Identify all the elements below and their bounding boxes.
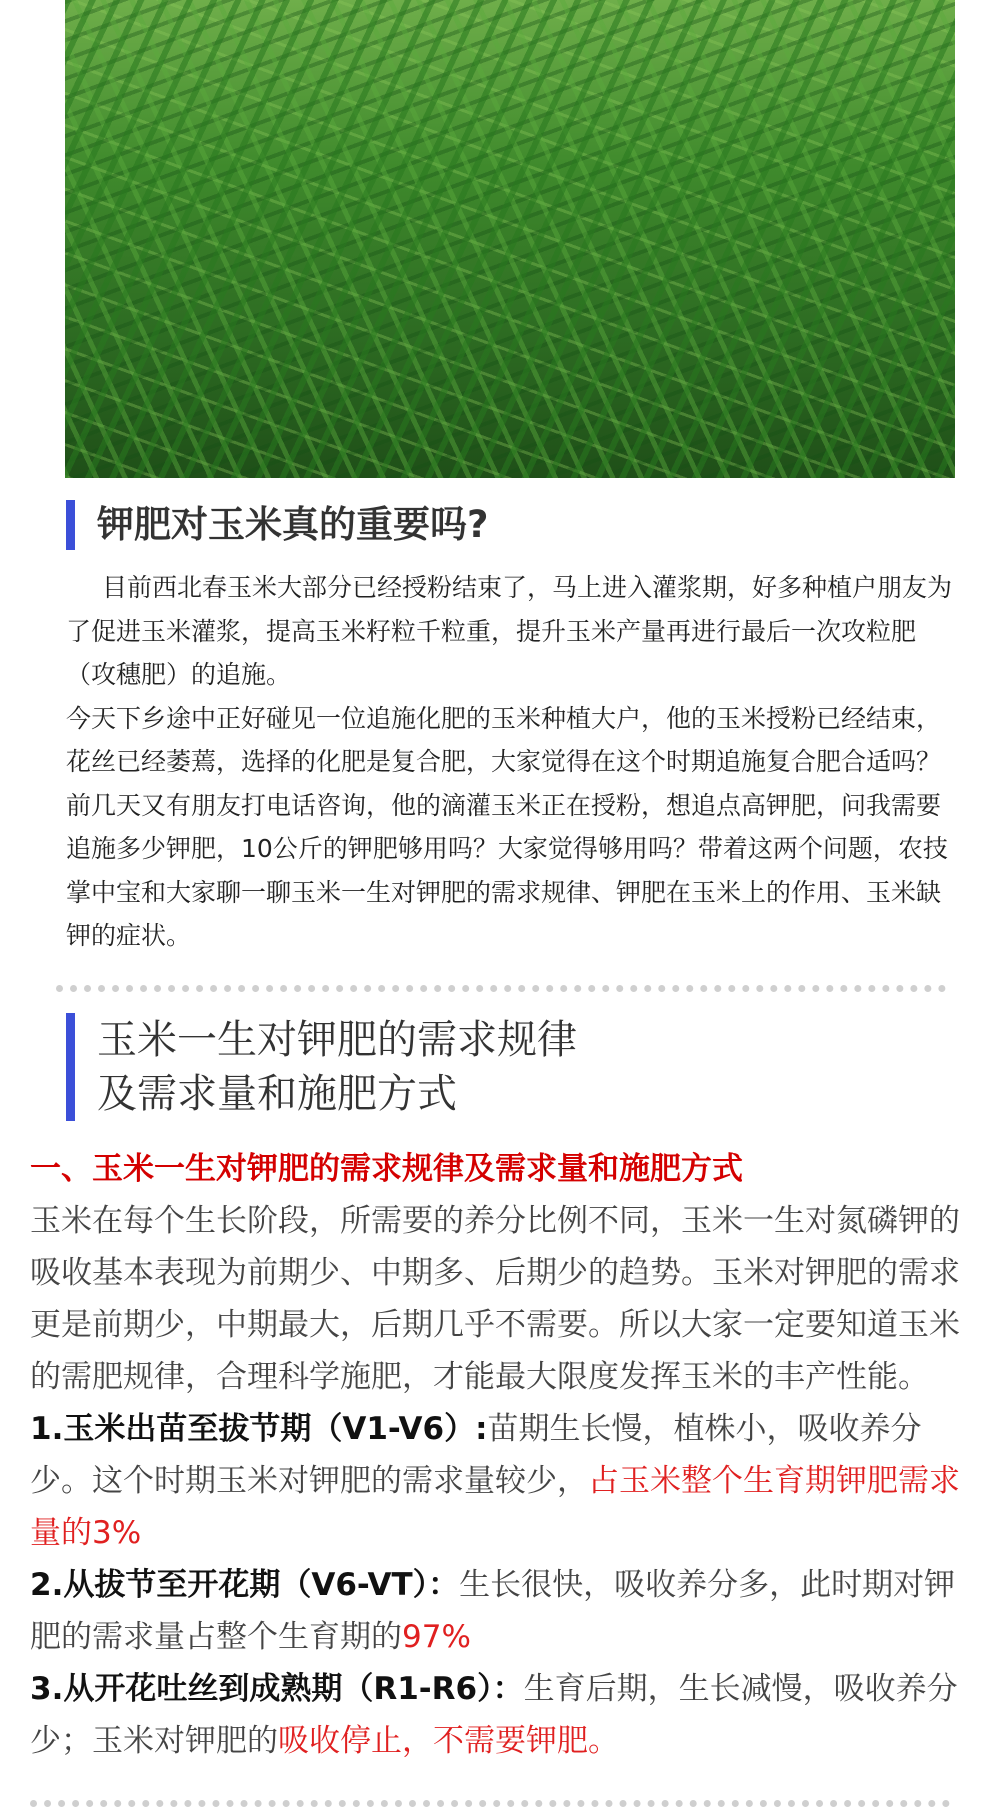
stage-3 [30,1663,980,1767]
section-title-text: 钾肥对玉米真的重要吗? [97,503,489,546]
stage-1 [30,1403,980,1559]
stage-2-label: 2.从拔节至开花期（V6-VT）： [30,1567,460,1603]
stage-1-highlight: 占玉米整个生育期钾肥需求量的3% [30,1463,960,1551]
intro-text [66,566,961,958]
content-heading: 一、玉米一生对钾肥的需求规律及需求量和施肥方式 [30,1151,743,1187]
stage-3-highlight: 吸收停止，不需要钾肥。 [278,1723,619,1759]
intro-paragraph-2: 今天下乡途中正好碰见一位追施化肥的玉米种植大户，他的玉米授粉已经结束，花丝已经萎蔫，选择的化肥是复合肥，大家觉得在这个时期追施复合肥合适吗？前几天又有朋友打电话咨询，他的滴灌玉米正在授粉，想追点高钾肥，问我需要追施多少钾肥，10公斤的钾肥够用吗？大家觉得够用吗？带着这两个问题，农技掌中宝和大家聊一聊玉米一生对钾肥的需求规律、钾肥在玉米上的作用、玉米缺钾的症状。 [66,703,948,950]
dotted-divider-bottom [30,1800,950,1807]
section-title [66,500,957,550]
stage-2-highlight: 97% [402,1619,471,1655]
stage-3-text: 生育后期，生长减慢，吸收养分少；玉米对钾肥的 [30,1671,958,1759]
article-content [30,1143,980,1767]
cornfield-photo [65,0,955,478]
content-intro: 玉米在每个生长阶段，所需要的养分比例不同，玉米一生对氮磷钾的吸收基本表现为前期少、中期多、后期少的趋势。玉米对钾肥的需求更是前期少，中期最大，后期几乎不需要。所以大家一定要知道玉米的需肥规律，合理科学施肥，才能最大限度发挥玉米的丰产性能。 [30,1203,960,1395]
intro-paragraph-1: 目前西北春玉米大部分已经授粉结束了，马上进入灌浆期，好多种植户朋友为了促进玉米灌浆，提高玉米籽粒千粒重，提升玉米产量再进行最后一次攻粒肥（攻穗肥）的追施。 [66,573,953,689]
dotted-divider [56,985,946,992]
stage-3-label: 3.从开花吐丝到成熟期（R1-R6）： [30,1671,524,1707]
section-title-2-line-2: 及需求量和施肥方式 [97,1071,457,1117]
section-title-2 [66,1013,957,1121]
stage-1-text: 苗期生长慢，植株小，吸收养分少。这个时期玉米对钾肥的需求量较少， [30,1411,922,1499]
stage-1-label: 1.玉米出苗至拔节期（V1-V6）: [30,1411,488,1447]
stage-2-text: 生长很快，吸收养分多，此时期对钾肥的需求量占整个生育期的 [30,1567,956,1655]
stage-2 [30,1559,980,1663]
section-title-2-line-1: 玉米一生对钾肥的需求规律 [97,1017,577,1063]
